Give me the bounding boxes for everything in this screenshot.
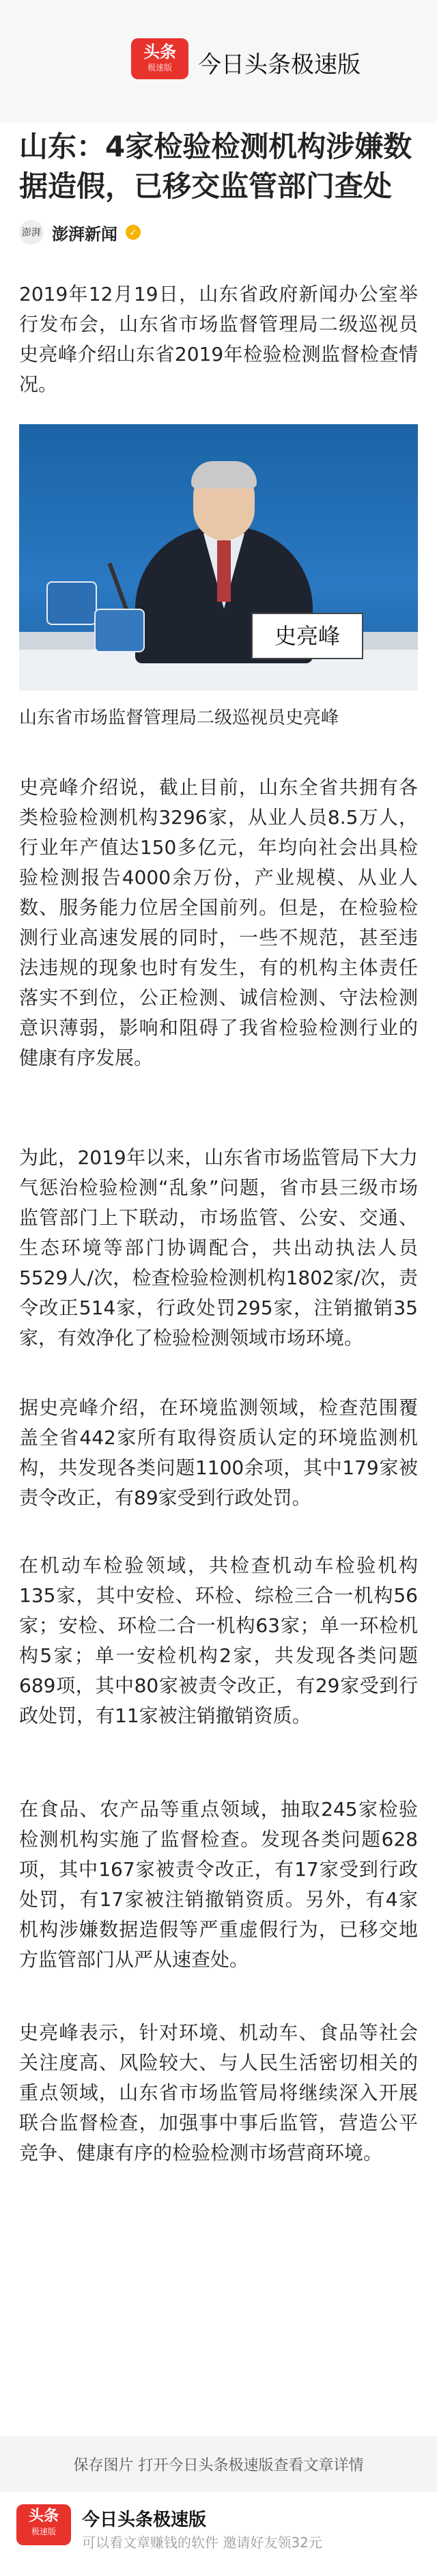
app-title: 今日头条极速版 [198,51,361,79]
photo-speaker-hair [191,461,257,488]
photo-caption: 山东省市场监督管理局二级巡视员史亮峰 [19,708,339,728]
article-paragraph: 史亮峰介绍说，截止目前，山东全省共拥有各类检验检测机构3296家，从业人员8.5万人，行业年产值达150多亿元，年均向社会出具检验检测报告4000余万份，产业规模、从业人数、服务能力位居全国前列。但是，在检验检测行业高速发展的同时，一些不规范，甚至违法违规的现象也时有发生，有的机构主体责任落实不到位，公正检测、诚信检测、守法检测意识薄弱，影响和阻碍了我省检验检测行业的健康有序发展。 [19,776,418,1069]
press-microphone-icon [46,581,97,625]
footer-banner [0,2436,437,2576]
article-paragraph: 在机动车检验领域，共检查机动车检验机构135家，其中安检、环检、综检三合一机构56家；安检、环检二合一机构63家；单一环检机构5家；单一安检机构2家，共发现各类问题689项，其中80家被责令改正，有29家受到行政处罚，有11家被注销撤销资质。 [19,1554,418,1727]
photo-speaker-tie [217,540,231,602]
app-logo-subtext: 极速版 [147,63,172,72]
app-logo [131,38,188,79]
source-name[interactable]: 澎湃新闻 [52,224,117,244]
promo-subtitle: 可以看文章赚钱的软件 邀请好友领32元 [82,2534,322,2551]
article-paragraph: 在食品、农产品等重点领域，抽取245家检验检测机构实施了监督检查。发现各类问题628项，其中167家被责令改正，有17家受到行政处罚，有17家被注销撤销资质。另外，有4家机构涉嫌数据造假等严重虚假行为，已移交地方监管部门从严从速查处。 [19,1798,418,1971]
promo-app-logo [16,2504,71,2545]
press-microphone-icon [94,609,145,652]
article-intro: 2019年12月19日，山东省政府新闻办公室举行发布会，山东省市场监督管理局二级巡视员史亮峰介绍山东省2019年检验检测监督检查情况。 [19,283,418,396]
article-paragraph: 为此，2019年以来，山东省市场监管局下大力气惩治检验检测“乱象”问题，省市县三级市场监管部门上下联动，市场监管、公安、交通、生态环境等部门协调配合，共出动执法人员5529人/次，检查检验检测机构1802家/次，责令改正514家，行政处罚295家，注销撤销35家，有效净化了检验检测领域市场环境。 [19,1146,418,1349]
article-paragraph: 史亮峰表示，针对环境、机动车、食品等社会关注度高、风险较大、与人民生活密切相关的重点领域，山东省市场监管局将继续深入开展联合监督检查，加强事中事后监管，营造公平竞争、健康有序的检验检测市场营商环境。 [19,2021,418,2164]
promo-title: 今日头条极速版 [82,2510,207,2530]
article-headline: 山东：4家检验检测机构涉嫌数据造假，已移交监管部门查处 [19,130,412,203]
article-paragraph: 据史亮峰介绍，在环境监测领域，检查范围覆盖全省442家所有取得资质认定的环境监测机构，共发现各类问题1100余项，其中179家被责令改正，有89家受到行政处罚。 [19,1396,418,1509]
promo-logo-subtext: 极速版 [31,2527,56,2536]
app-logo-text: 头条 [143,42,176,61]
article-photo [19,424,418,691]
app-header [0,0,437,123]
promo-logo-text: 头条 [28,2508,59,2525]
photo-nameplate: 史亮峰 [251,613,363,659]
article-source[interactable] [19,219,141,246]
app-promo[interactable] [0,2492,437,2576]
verified-badge-icon: ✓ [126,225,141,240]
save-image-bar[interactable]: 保存图片 打开今日头条极速版查看文章详情 [0,2436,437,2492]
source-avatar-icon: 澎湃 [19,220,44,245]
